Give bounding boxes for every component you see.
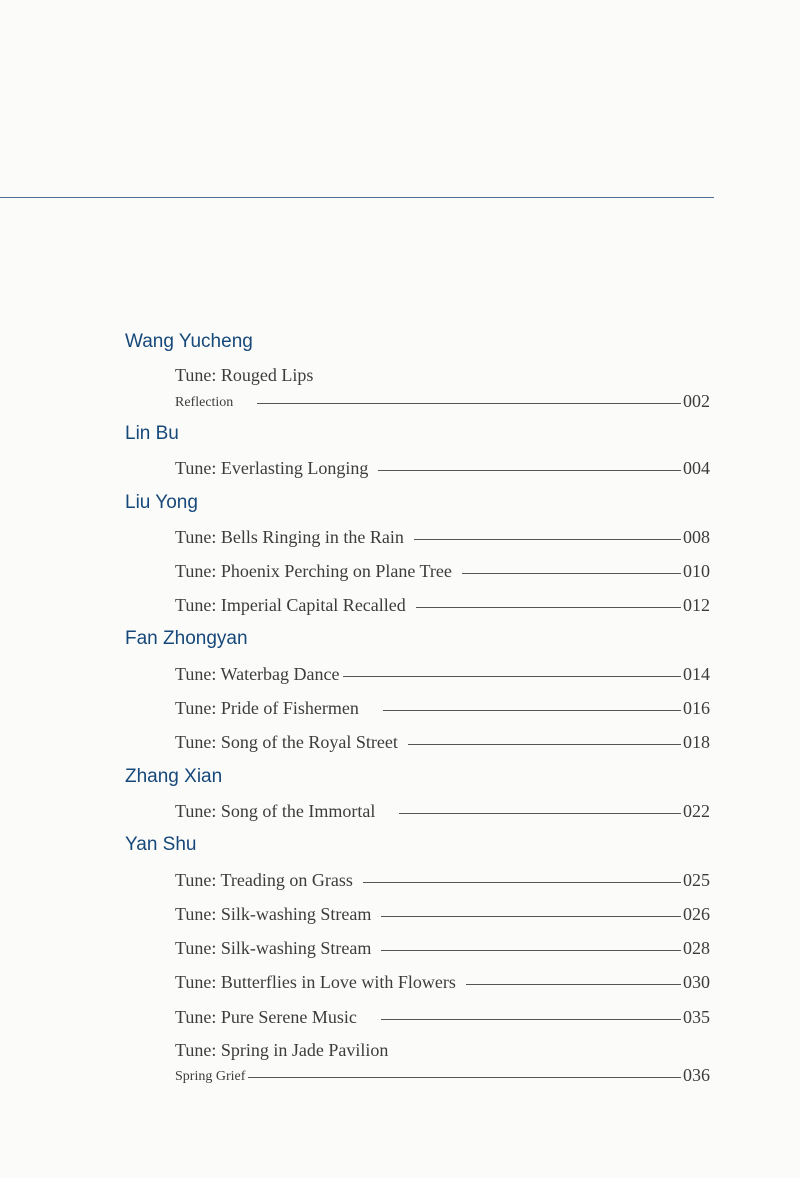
dot-leader	[466, 984, 681, 985]
toc-entry-row[interactable]	[175, 903, 710, 923]
toc-entry-row[interactable]	[175, 731, 710, 751]
toc-entry-subtitle: Spring Grief	[175, 1069, 246, 1084]
author-heading: Zhang Xian	[125, 766, 223, 787]
dot-leader	[381, 916, 681, 917]
author-heading: Fan Zhongyan	[125, 628, 248, 649]
toc-entry-subtitle: Reflection	[175, 395, 234, 410]
toc-entry-title: Tune: Silk-washing Stream	[175, 938, 372, 958]
page-number: 008	[683, 527, 710, 547]
toc-entry-title: Tune: Song of the Immortal	[175, 801, 376, 821]
toc-entry-title: Tune: Silk-washing Stream	[175, 904, 372, 924]
toc-entry-title: Tune: Bells Ringing in the Rain	[175, 527, 404, 547]
dot-leader	[399, 813, 681, 814]
dot-leader	[343, 676, 681, 677]
page-number: 022	[683, 801, 710, 821]
page-number: 010	[683, 561, 710, 581]
page-number: 004	[683, 458, 710, 478]
toc-entry-row[interactable]	[175, 971, 710, 991]
dot-leader	[383, 710, 681, 711]
toc-entry-title: Tune: Pure Serene Music	[175, 1007, 357, 1027]
page-number: 030	[683, 972, 710, 992]
author-heading: Yan Shu	[125, 834, 197, 855]
page-number: 025	[683, 870, 710, 890]
page-number: 012	[683, 595, 710, 615]
toc-entry-title: Tune: Phoenix Perching on Plane Tree	[175, 561, 452, 581]
toc-entry-row[interactable]	[175, 1006, 710, 1026]
page-number: 016	[683, 698, 710, 718]
dot-leader	[414, 539, 681, 540]
toc-entry-title: Tune: Spring in Jade Pavilion	[175, 1040, 389, 1060]
dot-leader	[248, 1077, 681, 1078]
toc-entry-title: Tune: Imperial Capital Recalled	[175, 595, 406, 615]
page-number: 014	[683, 664, 710, 684]
header-rule	[0, 197, 714, 198]
toc-entry-row[interactable]	[175, 390, 710, 410]
toc-entry-row[interactable]	[175, 560, 710, 580]
dot-leader	[381, 1019, 681, 1020]
dot-leader	[257, 403, 681, 404]
dot-leader	[363, 882, 681, 883]
page-number: 026	[683, 904, 710, 924]
toc-entry-row[interactable]	[175, 937, 710, 957]
toc-entry-title: Tune: Pride of Fishermen	[175, 698, 359, 718]
dot-leader	[416, 607, 681, 608]
toc-entry-title: Tune: Treading on Grass	[175, 870, 353, 890]
toc-entry-row[interactable]	[175, 663, 710, 683]
toc-entry-row[interactable]	[175, 800, 710, 820]
toc-entry-row[interactable]	[175, 457, 710, 477]
page-number: 036	[683, 1065, 710, 1085]
toc-entry-title: Tune: Song of the Royal Street	[175, 732, 398, 752]
toc-entry-row[interactable]	[175, 697, 710, 717]
dot-leader	[381, 950, 681, 951]
toc-entry-row[interactable]	[175, 1064, 710, 1084]
author-heading: Lin Bu	[125, 423, 179, 444]
toc-entry-title: Tune: Everlasting Longing	[175, 458, 369, 478]
dot-leader	[462, 573, 681, 574]
dot-leader	[378, 470, 681, 471]
page-number: 028	[683, 938, 710, 958]
dot-leader	[408, 744, 681, 745]
toc-entry-title: Tune: Waterbag Dance	[175, 664, 340, 684]
page-number: 002	[683, 391, 710, 411]
toc-entry-row[interactable]	[175, 526, 710, 546]
toc-entry-title: Tune: Rouged Lips	[175, 365, 314, 385]
page-number: 018	[683, 732, 710, 752]
toc-entry-title: Tune: Butterflies in Love with Flowers	[175, 972, 456, 992]
toc-entry-row[interactable]	[175, 594, 710, 614]
toc-entry-row[interactable]	[175, 869, 710, 889]
page-number: 035	[683, 1007, 710, 1027]
author-heading: Liu Yong	[125, 492, 198, 513]
author-heading: Wang Yucheng	[125, 331, 253, 352]
